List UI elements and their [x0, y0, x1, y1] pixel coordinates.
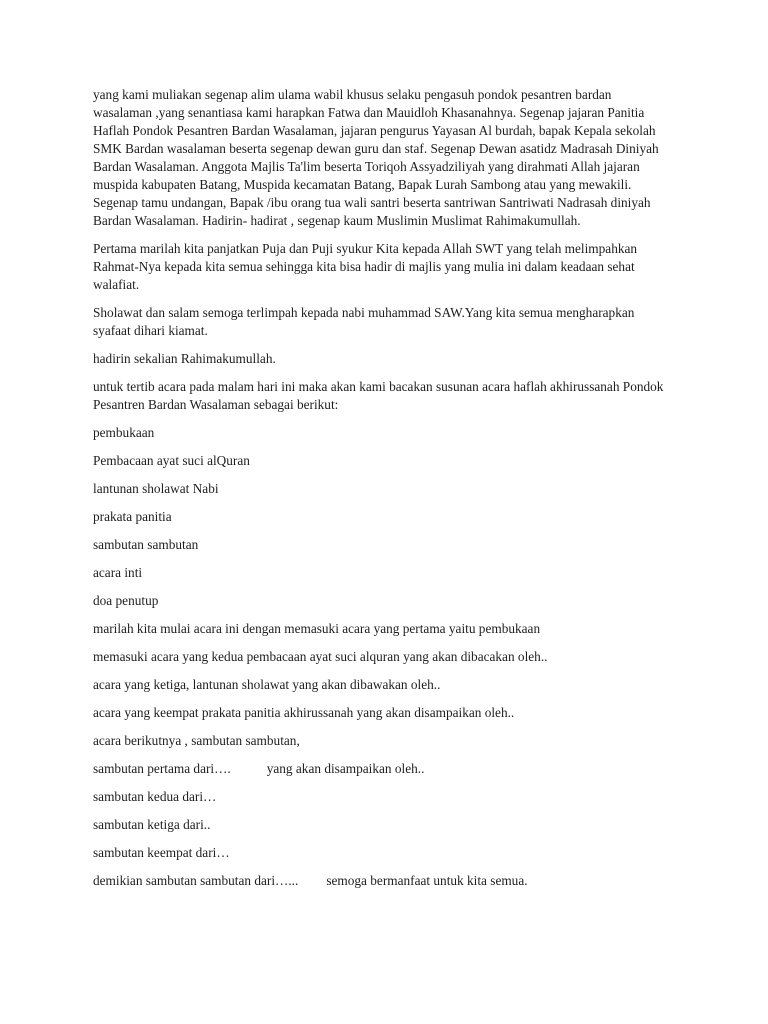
- agenda-item: Pembacaan ayat suci alQuran: [93, 453, 250, 468]
- agenda-item: lantunan sholawat Nabi: [93, 481, 219, 496]
- document-body: [93, 86, 673, 900]
- speech-line: sambutan kedua dari…: [93, 789, 217, 804]
- agenda-item: prakata panitia: [93, 509, 172, 524]
- speech-first-label: sambutan pertama dari….: [93, 761, 231, 776]
- closing-line: [93, 872, 673, 890]
- speech-first-suffix: yang akan disampaikan oleh..: [266, 761, 425, 776]
- agenda-item: acara inti: [93, 565, 143, 580]
- praise-paragraph: Pertama marilah kita panjatkan Puja dan Puji syukur Kita kepada Allah SWT yang telah melimpahkan Rahmat-Nya kepada kita semua sehingga kita bisa hadir di majlis yang mulia ini dalam keadaan sehat walafiat.: [93, 241, 638, 292]
- greeting-paragraph: hadirin sekalian Rahimakumullah.: [93, 351, 276, 366]
- agenda-item: sambutan sambutan: [93, 537, 199, 552]
- sholawat-paragraph: Sholawat dan salam semoga terlimpah kepada nabi muhammad SAW.Yang kita semua mengharapkan syafaat dihari kiamat.: [93, 305, 635, 338]
- speech-line-first: [93, 760, 673, 778]
- agenda-item: pembukaan: [93, 425, 155, 440]
- script-line: acara yang ketiga, lantunan sholawat yang akan dibawakan oleh..: [93, 677, 441, 692]
- agenda-intro-paragraph: untuk tertib acara pada malam hari ini maka akan kami bacakan susunan acara haflah akhirussanah Pondok Pesantren Bardan Wasalaman sebagai berikut:: [93, 379, 664, 412]
- agenda-item: doa penutup: [93, 593, 159, 608]
- script-line: memasuki acara yang kedua pembacaan ayat suci alquran yang akan dibacakan oleh..: [93, 649, 548, 664]
- script-line: acara berikutnya , sambutan sambutan,: [93, 733, 300, 748]
- script-line: acara yang keempat prakata panitia akhirussanah yang akan disampaikan oleh..: [93, 705, 515, 720]
- speech-line: sambutan ketiga dari..: [93, 817, 211, 832]
- script-line: marilah kita mulai acara ini dengan memasuki acara yang pertama yaitu pembukaan: [93, 621, 541, 636]
- speech-line: sambutan keempat dari…: [93, 845, 230, 860]
- closing-left-text: demikian sambutan sambutan dari…...: [93, 873, 299, 888]
- closing-right-text: semoga bermanfaat untuk kita semua.: [326, 873, 528, 888]
- opening-paragraph: yang kami muliakan segenap alim ulama wabil khusus selaku pengasuh pondok pesantren bardan wasalaman ,yang senantiasa kami harapkan Fatwa dan Mauidloh Khasanahnya. Segenap jajaran Panitia Haflah Pondok Pesantren Bardan Wasalaman, jajaran pengurus Yayasan Al burdah, bapak Kepala sekolah SMK Bardan wasalaman beserta segenap dewan guru dan staf. Segenap Dewan asatidz Madrasah Diniyah Bardan Wasalaman. Anggota Majlis Ta'lim beserta Toriqoh Assyadziliyah yang dirahmati Allah jajaran muspida kabupaten Batang, Muspida kecamatan Batang, Bapak Lurah Sambong atau yang mewakili. Segenap tamu undangan, Bapak /ibu orang tua wali santri beserta santriwan Santriwati Nadrasah diniyah Bardan Wasalaman. Hadirin- hadirat , segenap kaum Muslimin Muslimat Rahimakumullah.: [93, 87, 659, 228]
